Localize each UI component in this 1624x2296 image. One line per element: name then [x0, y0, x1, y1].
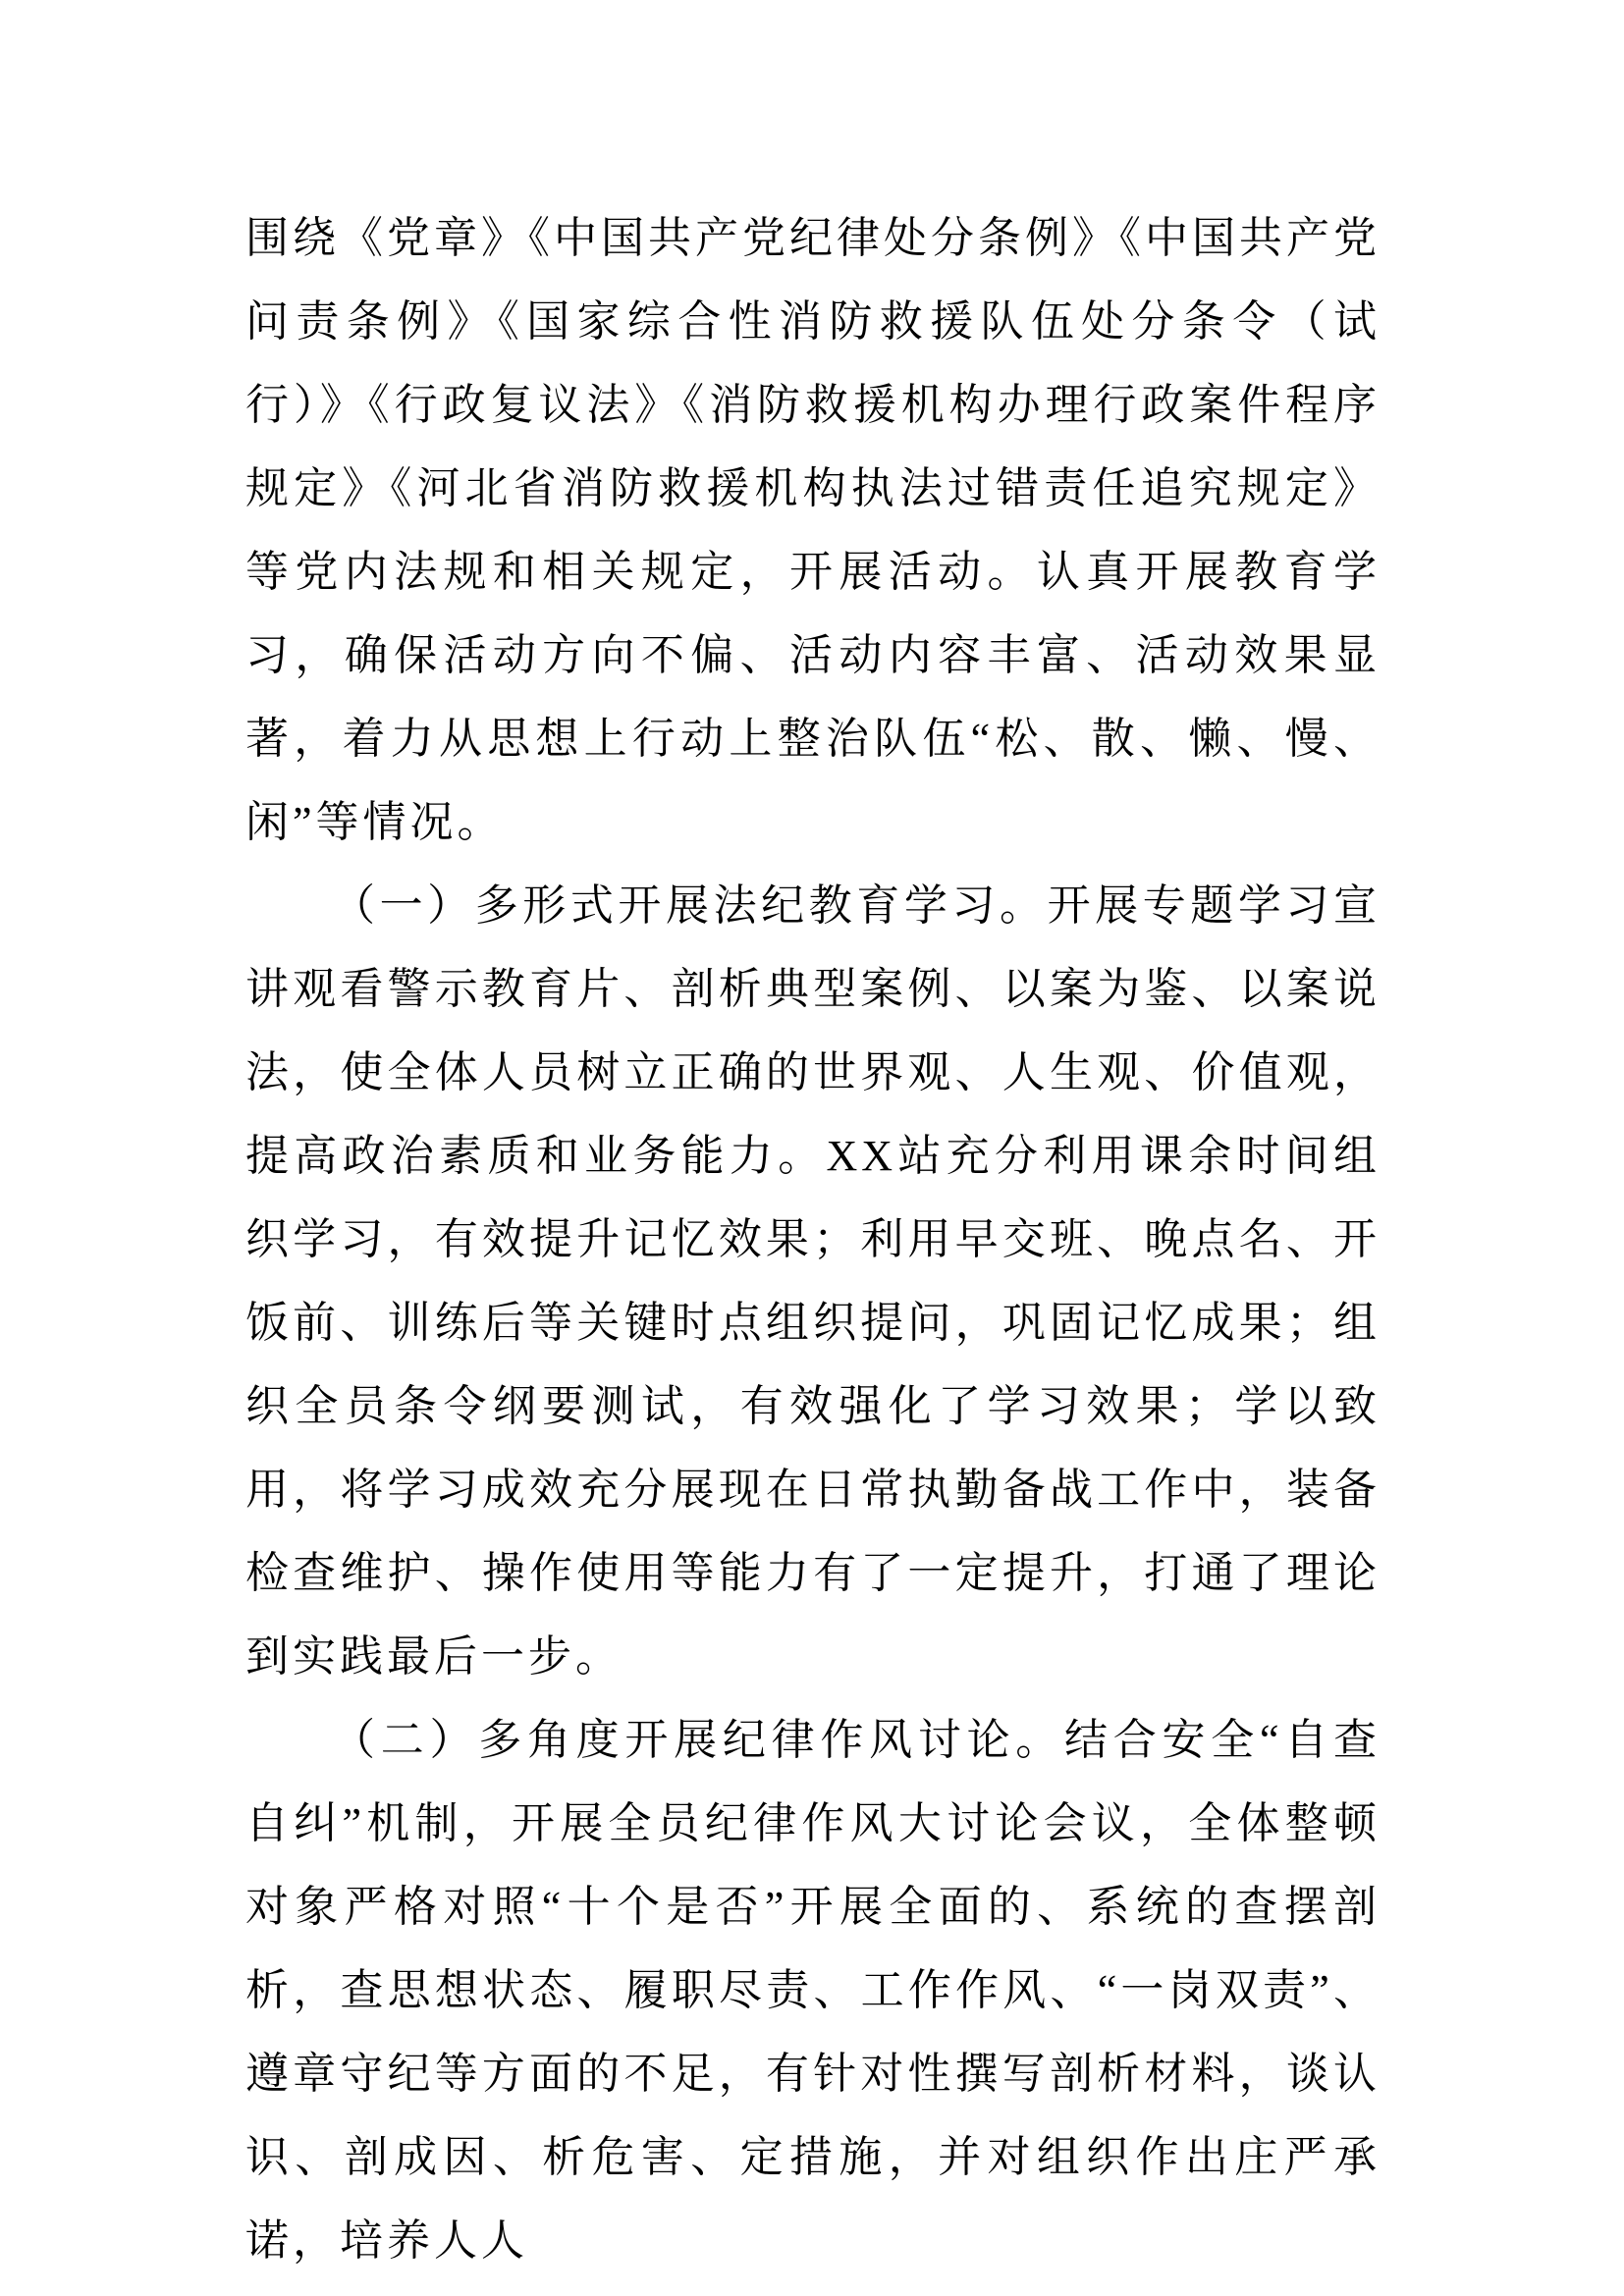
document-body [245, 196, 1380, 2282]
paragraph-section-one: （一）多形式开展法纪教育学习。开展专题学习宣讲观看警示教育片、剖析典型案例、以案为鉴、以案说法，使全体人员树立正确的世界观、人生观、价值观，提高政治素质和业务能力。XX站充分利用课余时间组织学习，有效提升记忆效果；利用早交班、晚点名、开饭前、训练后等关键时点组织提问，巩固记忆成果；组织全员条令纲要测试，有效强化了学习效果；学以致用，将学习成效充分展现在日常执勤备战工作中，装备检查维护、操作使用等能力有了一定提升，打通了理论到实践最后一步。 [245, 881, 1380, 1681]
paragraph-section-two: （二）多角度开展纪律作风讨论。结合安全“自查自纠”机制，开展全员纪律作风大讨论会议，全体整顿对象严格对照“十个是否”开展全面的、系统的查摆剖析，查思想状态、履职尽责、工作作风、“一岗双责”、遵章守纪等方面的不足，有针对性撰写剖析材料，谈认识、剖成因、析危害、定措施，并对组织作出庄严承诺，培养人人 [245, 1716, 1380, 2265]
paragraph-continuation: 围绕《党章》《中国共产党纪律处分条例》《中国共产党问责条例》《国家综合性消防救援队伍处分条令（试行）》《行政复议法》《消防救援机构办理行政案件程序规定》《河北省消防救援机构执法过错责任追究规定》等党内法规和相关规定，开展活动。认真开展教育学习，确保活动方向不偏、活动内容丰富、活动效果显著，着力从思想上行动上整治队伍“松、散、懒、慢、闲”等情况。 [245, 214, 1380, 846]
